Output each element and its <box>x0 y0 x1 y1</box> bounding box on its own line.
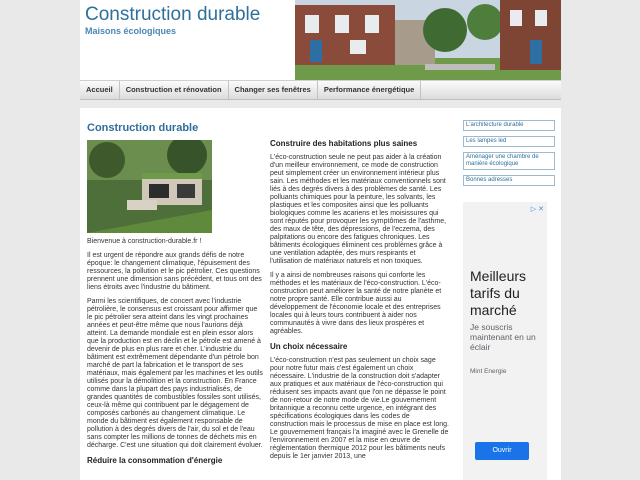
sidebar <box>463 120 555 454</box>
main-article <box>87 122 263 471</box>
header-banner-image <box>295 0 561 80</box>
article-paragraph: Parmi les scientifiques, de concert avec l'industrie pétrolière, le consensus est croissant pour affirmer que le pic pétrolier sera atteint dans les vingt prochaines années et peut-être même que nous l'aurions déjà atteint. La demande mondiale est en plein essor alors que la production est en déclin et le pétrole est amené à devenir de plus en plus rare et cher. L'industrie du bâtiment est extrêmement dépendante d'un pétrole bon marché de part la fabrication et le transport de ses matériaux, mais également par les machines et les outils utilisés pour la démolition et la construction. En France comme dans la plupart des pays industrialisés, de grandes quantités de combustibles fossiles sont utilisés, ceux-là même qui contribuent par le dégagement de composés carbonés au changement climatique. Le monde du bâtiment est également responsable de pollution à des degrés divers de l'air, du sol et de l'eau sans compter les millions de tonnes de déchets mis en décharge. C'est une situation qui doit clairement évoluer. <box>87 298 263 449</box>
article-paragraph: L'éco-construction n'est pas seulement un choix sage pour notre futur mais c'est également un choix nécessaire. L'industrie de la construction doit s'adapter aux pratiques et aux matériaux de l'éco-construction qui réduisent ses impacts avant que l'on ne dépasse le point de non-retour de notre mode de vie.Le gouvernement britannique a reconnu cette urgence, en intégrant des spécifications écologiques dans les codes de construction mais le processus de mise en place est long. Le gouvernement français l'a imaginé avec le Grenelle de l'environnement en 2007 et la mise en œuvre de réglementation thermique 2012 pour les bâtiments neufs depuis le 1er janvier 2013, une <box>270 357 449 460</box>
ad-banner[interactable] <box>463 202 547 480</box>
ad-open-button[interactable]: Ouvrir <box>475 442 529 460</box>
section-heading: Un choix nécessaire <box>270 342 348 351</box>
site-tagline: Maisons écologiques <box>85 26 177 36</box>
sidebar-link-lampes-led[interactable]: Les lampes led <box>463 136 555 147</box>
nav-accueil[interactable]: Accueil <box>80 81 120 99</box>
article-intro: Bienvenue à construction-durable.fr ! <box>87 238 202 245</box>
article-image <box>87 140 212 233</box>
secondary-column <box>270 135 449 467</box>
article-title: Construction durable <box>87 122 199 134</box>
section-heading: Construire des habitations plus saines <box>270 139 418 148</box>
site-title[interactable]: Construction durable <box>85 4 261 25</box>
nav-construction-renovation[interactable]: Construction et rénovation <box>120 81 229 99</box>
ad-title[interactable]: Meilleurs tarifs du marché <box>470 268 527 318</box>
main-nav <box>80 80 561 100</box>
ad-choices-icon[interactable]: ▷ ✕ <box>530 206 544 213</box>
ad-body: Je souscris maintenant en un éclair <box>470 322 536 352</box>
article-paragraph: Il est urgent de répondre aux grands défis de notre époque: le changement climatique, l'épuisement des ressources, la pollution et le pic pétrolier. Ces questions prennent une dimension sans précédent, et tous ont des liens étroits avec l'industrie du bâtiment. <box>87 252 262 291</box>
ad-advertiser: Mint Energie <box>470 368 507 375</box>
sidebar-link-bonnes-adresses[interactable]: Bonnes adresses <box>463 175 555 186</box>
sidebar-link-chambre-ecologique[interactable]: Aménager une chambre de manière écologique <box>463 152 555 170</box>
site-header <box>80 0 561 80</box>
sidebar-link-architecture[interactable]: L'architecture durable <box>463 120 555 131</box>
article-paragraph: L'éco-construction seule ne peut pas aider à la création d'un meilleur environnement, ce mode de construction peut simplement créer un environnement intérieur plus sain. Les méthodes et les matériaux conventionnels sont liés à des degrés divers à des problèmes de santé. Les polluants chimiques pour la peinture, les solvants, les plastiques et les composites ainsi que les polluants biologiques comme les acariens et les moisissures qui sont réputés pour provoquer les symptômes de l'asthme, des maux de tête, des dépressions, de l'eczema, des palpitations ou encore des fatigues chroniques. Les bâtiments écologiques éliminent ces problèmes grâce à une ventilation adaptée, des murs respirants et l'utilisation de matériaux naturels et non toxiques. <box>270 154 447 265</box>
section-heading: Réduire la consommation d'énergie <box>87 456 223 465</box>
article-paragraph: Il y a ainsi de nombreuses raisons qui conforte les méthodes et les matériaux de l'éco-construction. L'éco-construction peut améliorer la santé de notre planète et notre propre santé. Elle contribue aussi au développement de l'économie locale et des entreprises locales qui à leurs tours contribuent à aider nos communautés à vivre dans des lieux prospères et agréables. <box>270 272 442 335</box>
nav-performance-energetique[interactable]: Performance énergétique <box>318 81 421 99</box>
content-area <box>80 108 561 480</box>
nav-changer-fenetres[interactable]: Changer ses fenêtres <box>229 81 318 99</box>
